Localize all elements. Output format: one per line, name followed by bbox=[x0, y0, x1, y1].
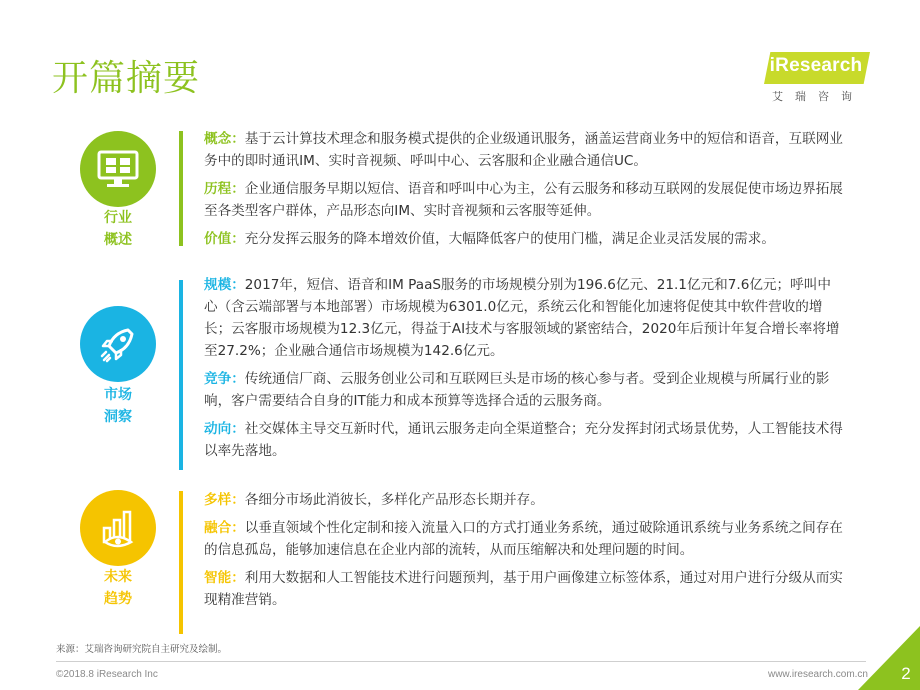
monitor-icon bbox=[96, 149, 140, 189]
section-accent-bar bbox=[179, 280, 183, 470]
section-category-label: 未来 趋势 bbox=[104, 569, 132, 607]
list-item: 历程：企业通信服务早期以短信、语音和呼叫中心为主，公有云服务和移动互联网的发展促使市场边界拓展至各类型客户群体，产品形态向IM、实时音视频和云客服等延伸。 bbox=[204, 181, 843, 219]
rocket-icon bbox=[96, 322, 140, 366]
section-icon-circle bbox=[80, 306, 156, 382]
logo-wordmark: iResearch bbox=[769, 55, 863, 76]
logo-subtitle: 艾瑞咨询 bbox=[772, 90, 864, 103]
page-number: 2 bbox=[901, 664, 911, 683]
section-items bbox=[204, 128, 844, 256]
list-item: 竞争：传统通信厂商、云服务创业公司和互联网巨头是市场的核心参与者。受到企业规模与所属行业的影响，客户需要结合自身的IT能力和成本预算等选择合适的云服务商。 bbox=[204, 371, 830, 409]
section-accent-bar bbox=[179, 491, 183, 634]
growth-chart-eye-icon bbox=[96, 506, 140, 550]
iresearch-logo bbox=[760, 48, 876, 110]
list-item: 动向：社交媒体主导交互新时代，通讯云服务走向全渠道整合；充分发挥封闭式场景优势，人工智能技术得以率先落地。 bbox=[204, 421, 843, 459]
website-url: www.iresearch.com.cn bbox=[767, 669, 868, 680]
list-item: 智能：利用大数据和人工智能技术进行问题预判，基于用户画像建立标签体系，通过对用户进行分级从而实现精准营销。 bbox=[204, 570, 843, 608]
footer-divider bbox=[56, 661, 866, 662]
section-items bbox=[204, 489, 844, 617]
section-icon-circle bbox=[80, 490, 156, 566]
section-accent-bar bbox=[179, 131, 183, 246]
copyright-text: ©2018.8 iResearch Inc bbox=[56, 669, 158, 680]
page-title: 开篇摘要 bbox=[52, 58, 201, 99]
list-item: 融合：以垂直领域个性化定制和接入流量入口的方式打通业务系统，通过破除通讯系统与业务系统之间存在的信息孤岛，能够加速信息在企业内部的流转，从而压缩解决和处理问题的时间。 bbox=[204, 520, 843, 558]
list-item: 概念：基于云计算技术理念和服务模式提供的企业级通讯服务，涵盖运营商业务中的短信和语音，互联网业务中的即时通讯IM、实时音视频、呼叫中心、云客服和企业融合通信UC。 bbox=[204, 131, 843, 169]
section-category-label: 市场 洞察 bbox=[104, 387, 132, 425]
section-icon-circle bbox=[80, 131, 156, 207]
list-item: 多样：各细分市场此消彼长，多样化产品形态长期并存。 bbox=[204, 492, 544, 508]
list-item: 价值：充分发挥云服务的降本增效价值，大幅降低客户的使用门槛，满足企业灵活发展的需求。 bbox=[204, 231, 775, 247]
source-note: 来源：艾瑞咨询研究院自主研究及绘制。 bbox=[56, 644, 228, 655]
section-items bbox=[204, 274, 844, 468]
list-item: 规模：2017年，短信、语音和IM PaaS服务的市场规模分别为196.6亿元、21.1亿元和7.6亿元；呼叫中心（含云端部署与本地部署）市场规模为6301.0亿元，系统云化和智能化加速将促使其中软件营收的增长；云客服市场规模为12.3亿元，得益于AI技术与客服领域的紧密结合，2020年后预计年复合增长率将增至27.2%；企业融合通信市场规模为142.6亿元。 bbox=[204, 277, 840, 359]
section-category-label: 行业 概述 bbox=[104, 210, 132, 248]
